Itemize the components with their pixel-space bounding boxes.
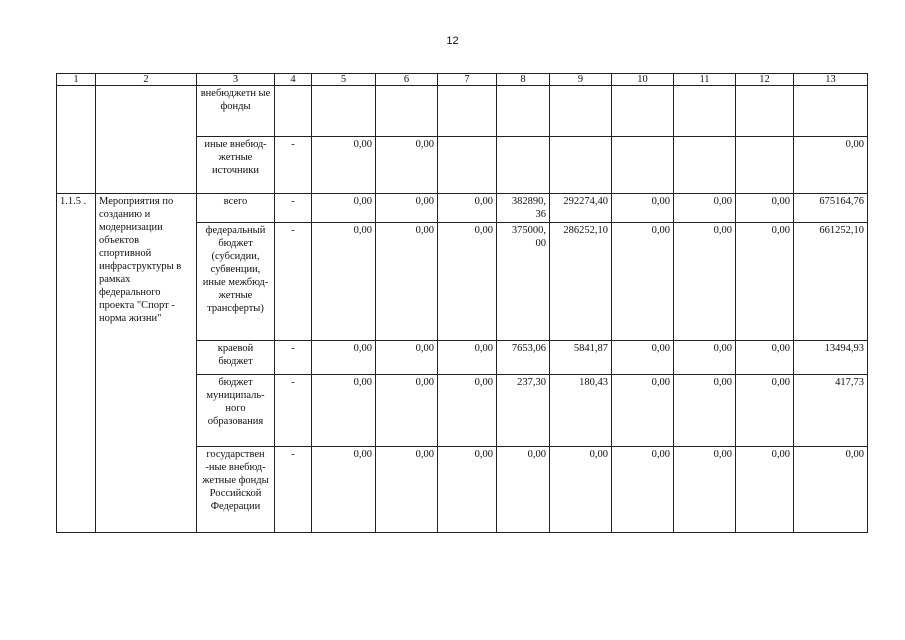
value-cell <box>376 86 438 137</box>
header-cell: 10 <box>612 74 674 86</box>
value-cell: 382890, 36 <box>497 194 550 223</box>
value-cell: 0,00 <box>612 223 674 341</box>
value-cell <box>438 86 497 137</box>
page-number: 12 <box>446 35 459 47</box>
source-cell: всего <box>197 194 275 223</box>
value-cell: 0,00 <box>612 375 674 447</box>
table-row <box>57 194 868 223</box>
source-cell: иные внебюд- жетные источники <box>197 137 275 194</box>
value-cell: 0,00 <box>674 194 736 223</box>
value-cell: 0,00 <box>438 447 497 533</box>
header-cell: 12 <box>736 74 794 86</box>
value-cell: 0,00 <box>674 341 736 375</box>
value-cell: 0,00 <box>312 375 376 447</box>
value-cell <box>550 86 612 137</box>
header-cell: 7 <box>438 74 497 86</box>
value-cell: 0,00 <box>376 447 438 533</box>
value-cell: - <box>275 194 312 223</box>
header-cell: 13 <box>794 74 868 86</box>
value-cell: 0,00 <box>376 137 438 194</box>
value-cell: 180,43 <box>550 375 612 447</box>
value-cell: 0,00 <box>612 194 674 223</box>
value-cell: 0,00 <box>376 223 438 341</box>
code-cell <box>57 86 96 194</box>
value-cell <box>794 86 868 137</box>
value-cell: 13494,93 <box>794 341 868 375</box>
value-cell: 661252,10 <box>794 223 868 341</box>
source-cell: федеральный бюджет (субсидии, субвенции, иные межбюд- жетные трансферты) <box>197 223 275 341</box>
value-cell <box>438 137 497 194</box>
value-cell: 0,00 <box>376 375 438 447</box>
value-cell: - <box>275 137 312 194</box>
header-cell: 1 <box>57 74 96 86</box>
header-cell: 3 <box>197 74 275 86</box>
value-cell <box>736 137 794 194</box>
value-cell <box>612 86 674 137</box>
value-cell: 0,00 <box>736 447 794 533</box>
budget-table <box>56 73 868 533</box>
value-cell: 0,00 <box>550 447 612 533</box>
value-cell: 0,00 <box>674 375 736 447</box>
value-cell: 0,00 <box>312 223 376 341</box>
source-cell: государствен -ные внебюд- жетные фонды Российской Федерации <box>197 447 275 533</box>
value-cell: 417,73 <box>794 375 868 447</box>
value-cell: 0,00 <box>312 137 376 194</box>
value-cell: 0,00 <box>736 341 794 375</box>
header-cell: 6 <box>376 74 438 86</box>
value-cell: 0,00 <box>497 447 550 533</box>
value-cell <box>312 86 376 137</box>
table-row <box>57 86 868 137</box>
value-cell: - <box>275 223 312 341</box>
value-cell <box>674 86 736 137</box>
value-cell <box>550 137 612 194</box>
value-cell <box>497 86 550 137</box>
source-cell: бюджет муниципаль- ного образования <box>197 375 275 447</box>
value-cell: 0,00 <box>794 447 868 533</box>
value-cell: 0,00 <box>736 223 794 341</box>
value-cell: - <box>275 341 312 375</box>
value-cell: 286252,10 <box>550 223 612 341</box>
value-cell: 0,00 <box>438 223 497 341</box>
value-cell: - <box>275 447 312 533</box>
value-cell: 7653,06 <box>497 341 550 375</box>
code-cell: 1.1.5 . <box>57 194 96 533</box>
value-cell: 0,00 <box>438 341 497 375</box>
source-cell: внебюджетн ые фонды <box>197 86 275 137</box>
value-cell <box>612 137 674 194</box>
value-cell: 0,00 <box>736 375 794 447</box>
name-cell: Мероприятия по созданию и модернизации объектов спортивной инфраструктуры в рамках федерального проекта "Спорт - норма жизни" <box>96 194 197 533</box>
value-cell: 292274,40 <box>550 194 612 223</box>
value-cell <box>275 86 312 137</box>
value-cell: 0,00 <box>438 194 497 223</box>
value-cell: 0,00 <box>736 194 794 223</box>
header-cell: 4 <box>275 74 312 86</box>
value-cell: 0,00 <box>674 447 736 533</box>
header-cell: 8 <box>497 74 550 86</box>
value-cell: 375000, 00 <box>497 223 550 341</box>
value-cell: 675164,76 <box>794 194 868 223</box>
header-row <box>57 74 868 86</box>
value-cell: 0,00 <box>612 341 674 375</box>
value-cell: 0,00 <box>376 194 438 223</box>
header-cell: 11 <box>674 74 736 86</box>
value-cell: - <box>275 375 312 447</box>
value-cell <box>497 137 550 194</box>
value-cell: 0,00 <box>612 447 674 533</box>
value-cell: 0,00 <box>312 341 376 375</box>
header-cell: 5 <box>312 74 376 86</box>
source-cell: краевой бюджет <box>197 341 275 375</box>
value-cell: 0,00 <box>674 223 736 341</box>
header-cell: 9 <box>550 74 612 86</box>
value-cell: 0,00 <box>376 341 438 375</box>
header-cell: 2 <box>96 74 197 86</box>
value-cell: 0,00 <box>438 375 497 447</box>
value-cell: 0,00 <box>312 447 376 533</box>
value-cell: 5841,87 <box>550 341 612 375</box>
value-cell: 237,30 <box>497 375 550 447</box>
table-body <box>57 74 868 533</box>
value-cell <box>674 137 736 194</box>
value-cell: 0,00 <box>312 194 376 223</box>
value-cell <box>736 86 794 137</box>
value-cell: 0,00 <box>794 137 868 194</box>
name-cell <box>96 86 197 194</box>
